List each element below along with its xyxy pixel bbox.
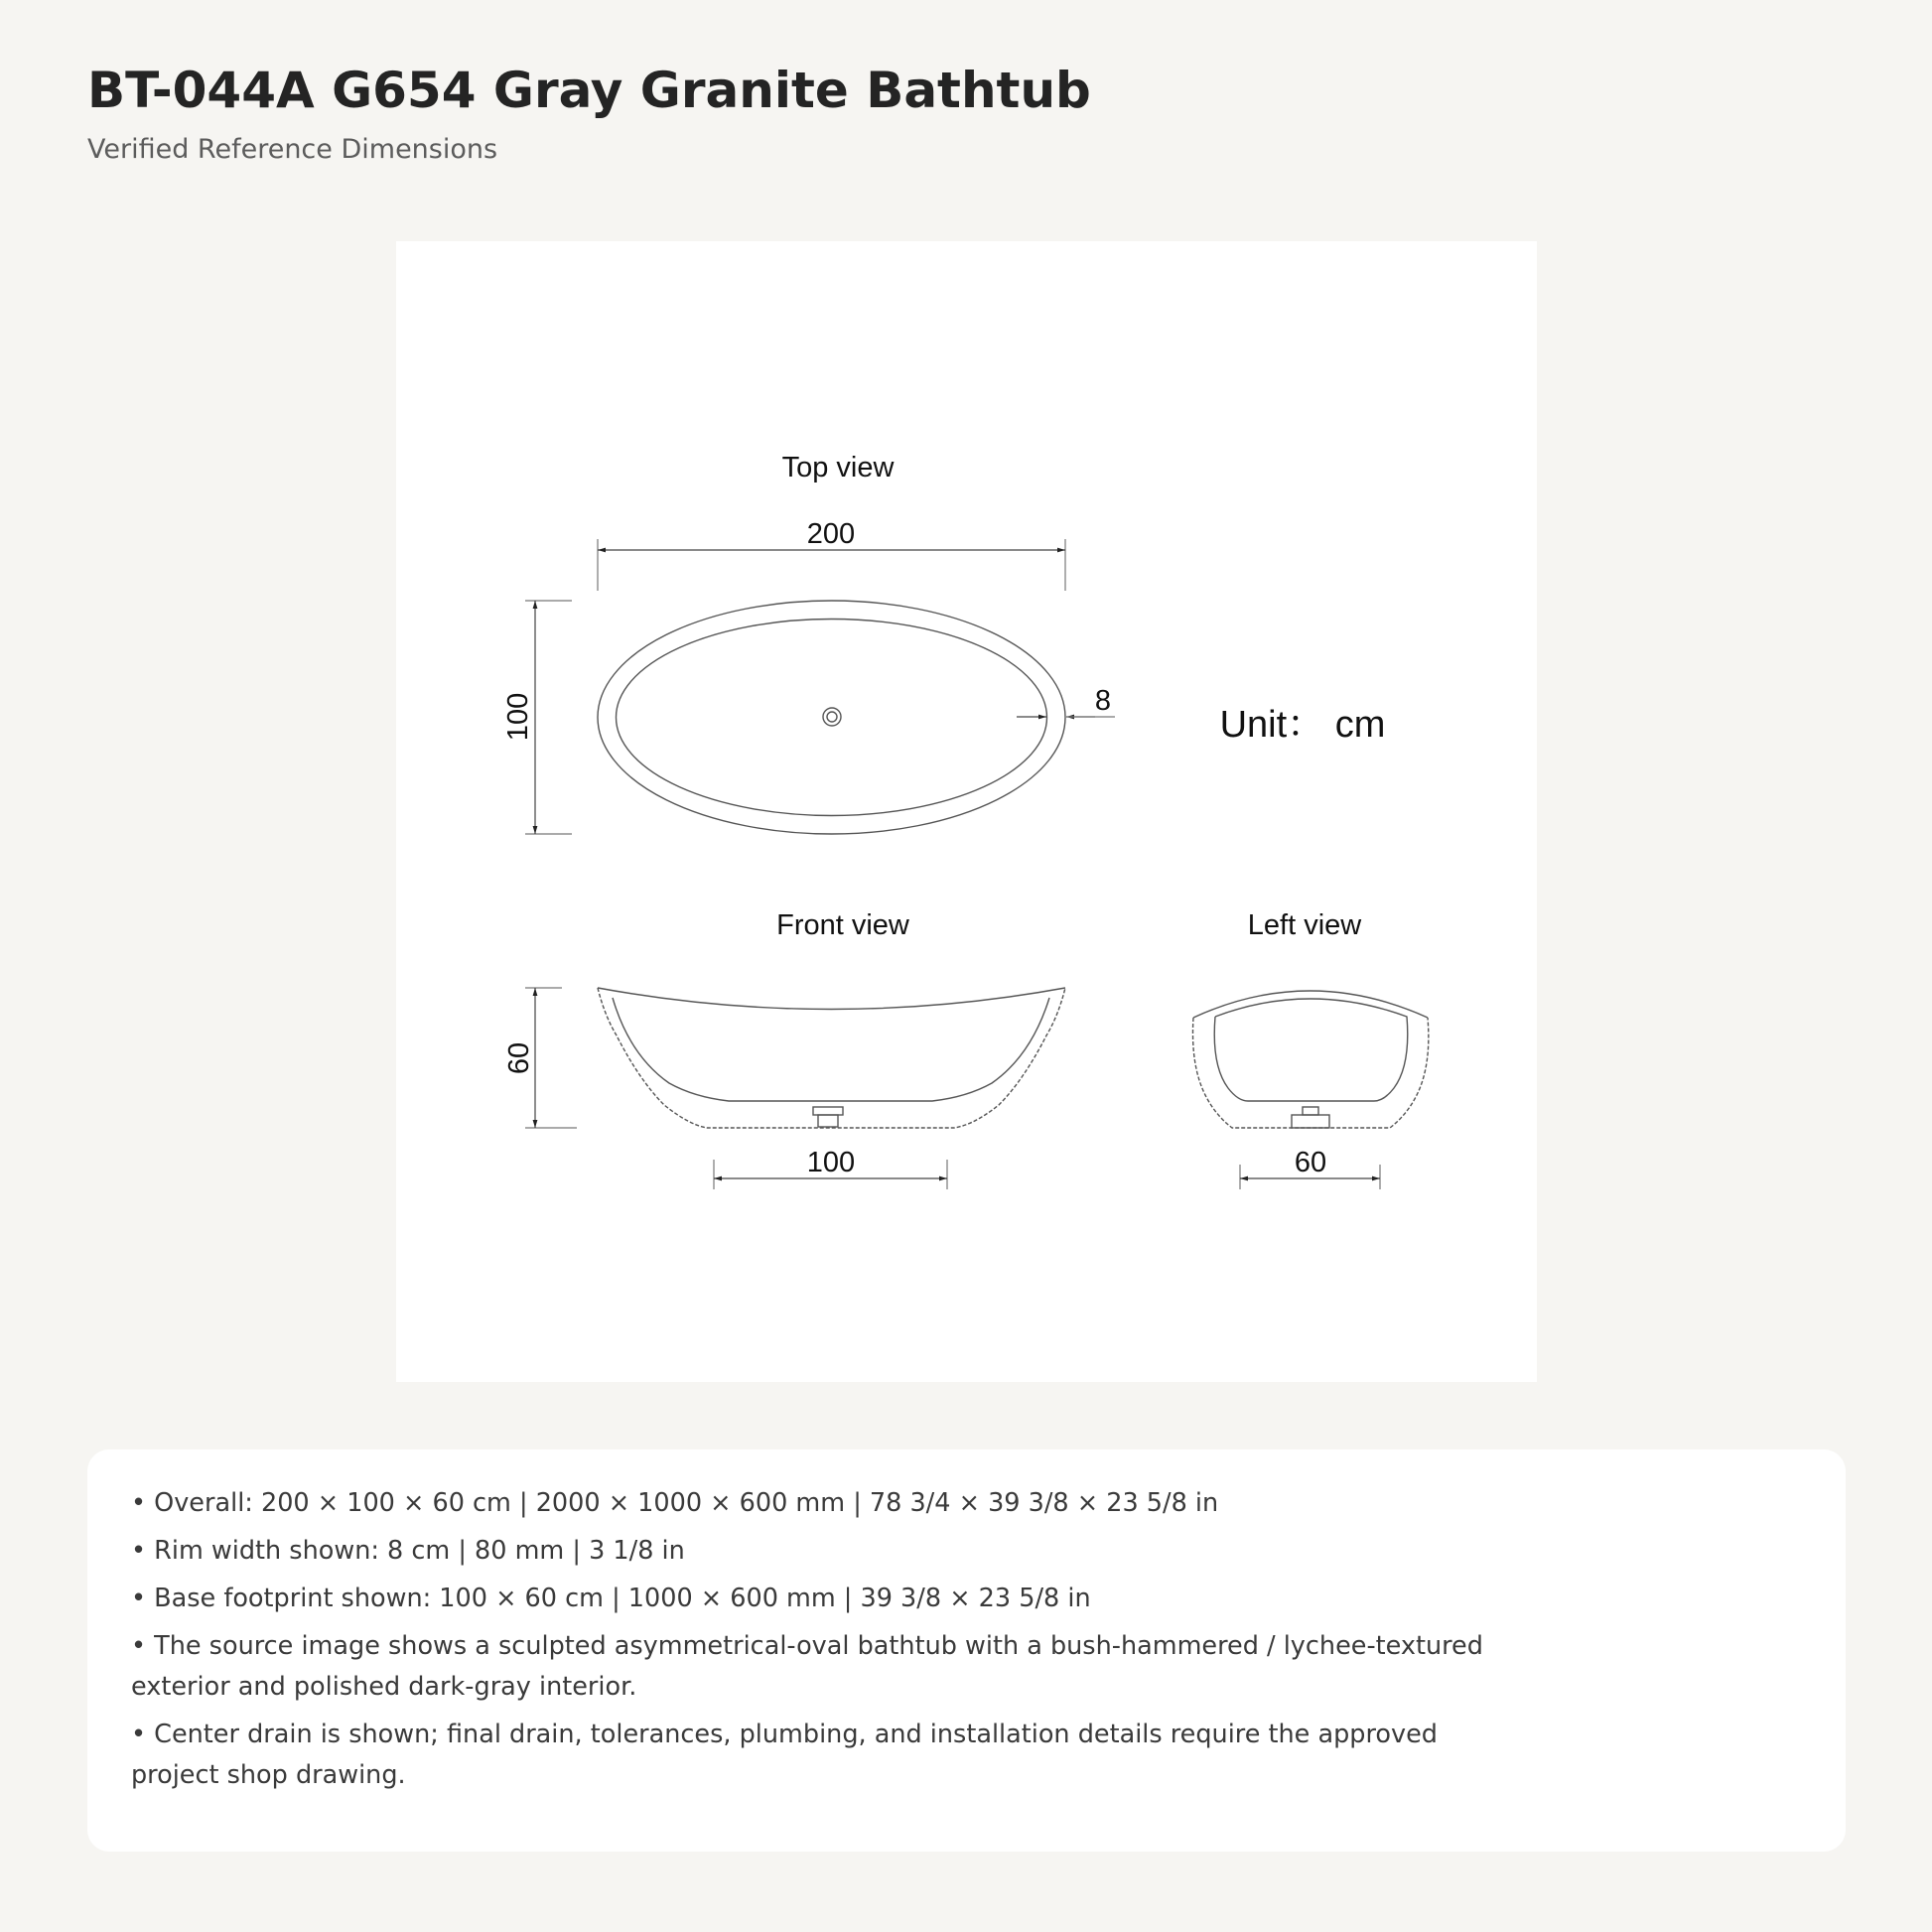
notes-list: [131, 1483, 1802, 1796]
left-outer-wall: [1193, 1018, 1429, 1128]
note-description: • The source image shows a sculpted asymmetrical-oval bathtub with a bush-hammered / lychee-textured exterior and polished dark-gray interior.: [131, 1631, 1483, 1702]
technical-drawing: [396, 241, 1537, 1382]
left-base-value: 60: [1294, 1147, 1327, 1178]
drawing-canvas: [396, 241, 1537, 1382]
drain-inner: [827, 712, 837, 722]
front-drain-pipe: [818, 1115, 838, 1127]
note-base-footprint: • Base footprint shown: 100 × 60 cm | 1000 × 600 mm | 39 3/8 × 23 5/8 in: [131, 1584, 1091, 1613]
page-subtitle: Verified Reference Dimensions: [87, 134, 498, 165]
inner-basin: [617, 620, 1047, 816]
note-overall: • Overall: 200 × 100 × 60 cm | 2000 × 1000 × 600 mm | 78 3/4 × 39 3/8 × 23 5/8 in: [131, 1488, 1219, 1518]
page-title: BT-044A G654 Gray Granite Bathtub: [87, 62, 1091, 119]
top-view-outline: [598, 601, 1065, 834]
note-drain: • Center drain is shown; final drain, tolerances, plumbing, and installation details require the approved project shop drawing.: [131, 1720, 1438, 1790]
front-height-value: 60: [503, 1041, 535, 1075]
rim-value: 8: [1094, 685, 1112, 717]
front-view-outline: [598, 988, 1065, 1128]
left-drain-pipe: [1292, 1115, 1329, 1128]
note-rim-width: • Rim width shown: 8 cm | 80 mm | 3 1/8 in: [131, 1536, 685, 1566]
front-drain-cap: [813, 1107, 843, 1115]
front-base-value: 100: [806, 1147, 856, 1178]
top-view-label: Top view: [781, 452, 895, 483]
left-inner-wall: [1214, 999, 1408, 1101]
unit-label: Unit： cm: [1219, 704, 1386, 746]
top-width-value: 100: [502, 692, 534, 742]
front-view-label: Front view: [776, 909, 909, 941]
drain-outer: [823, 708, 841, 726]
left-rim-curve: [1193, 991, 1428, 1018]
left-view-outline: [1193, 991, 1429, 1128]
outer-rim: [598, 601, 1065, 834]
top-length-value: 200: [806, 518, 856, 550]
left-drain-cap: [1303, 1107, 1318, 1115]
left-view-label: Left view: [1247, 909, 1362, 941]
dimension-notes: [87, 1449, 1846, 1852]
front-inner-wall: [613, 998, 1049, 1101]
front-rim-curve: [598, 988, 1065, 1010]
